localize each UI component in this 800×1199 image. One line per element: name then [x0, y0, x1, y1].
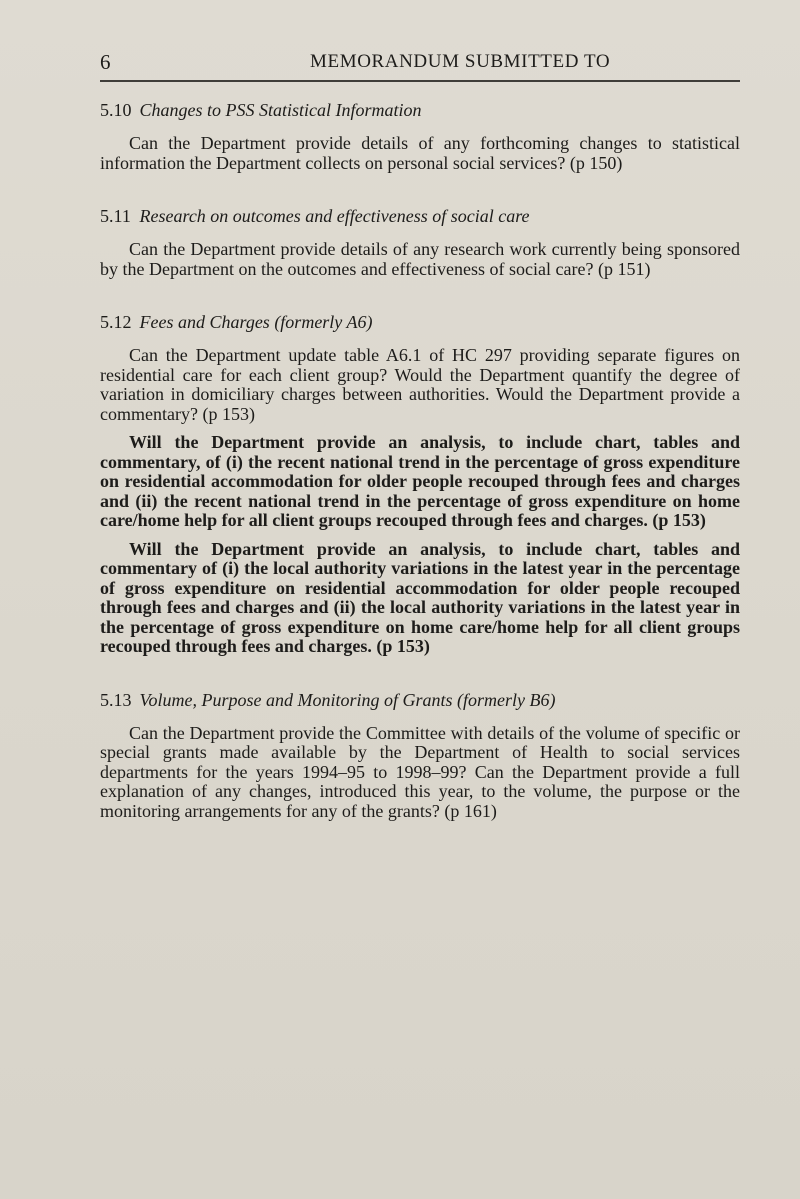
section-title: Fees and Charges (formerly A6): [139, 312, 373, 332]
paragraph: Can the Department provide details of any forthcoming changes to statistical information the Department collects on personal social services? (p 150): [100, 133, 740, 173]
section-title: Volume, Purpose and Monitoring of Grants (formerly B6): [139, 689, 556, 710]
running-title: MEMORANDUM SUBMITTED TO: [310, 51, 611, 72]
section-5-10: [100, 99, 740, 173]
section-number: 5.11: [100, 206, 131, 226]
section-title: Changes to PSS Statistical Information: [139, 100, 422, 120]
header-rule: [100, 80, 740, 82]
paragraph: Can the Department provide the Committee with details of the volume of specific or special grants made available by the Department of Health to social services departments for the years 1994–95 to 1998–99? Can the Department provide a full explanation of any changes, introduced this year, to the volume, the purpose or the monitoring arrangements for any of the grants? (p 161): [100, 722, 740, 821]
page-number: 6: [100, 50, 111, 74]
section-heading: [100, 99, 740, 121]
section-heading: [100, 689, 740, 711]
running-head: [100, 50, 740, 74]
section-number: 5.10: [100, 100, 132, 120]
section-5-11: [100, 205, 740, 279]
document-body: [100, 99, 740, 853]
section-heading: [100, 205, 740, 227]
section-number: 5.12: [100, 312, 132, 332]
section-title: Research on outcomes and effectiveness of social care: [139, 206, 530, 226]
section-5-13: [100, 689, 740, 822]
section-heading: [100, 311, 740, 333]
section-number: 5.13: [100, 689, 132, 710]
paragraph: Can the Department provide details of any research work currently being sponsored by the Department on the outcomes and effectiveness of social care? (p 151): [100, 239, 740, 279]
paragraph: Can the Department update table A6.1 of HC 297 providing separate figures on residential care for each client group? Would the Department quantify the degree of variation in domiciliary charges between authorities. Would the Department provide a commentary? (p 153): [100, 345, 740, 424]
section-5-12: [100, 311, 740, 657]
paragraph-bold: Will the Department provide an analysis, to include chart, tables and commentary, of (i) the recent national trend in the percentage of gross expenditure on residential accommodation for older people recouped through fees and charges and (ii) the recent national trend in the percentage of gross expenditure on home care/home help for all client groups recouped through fees and charges. (p 153): [100, 432, 740, 530]
paragraph-bold: Will the Department provide an analysis, to include chart, tables and commentary of (i) the local authority variations in the latest year in the percentage of gross expenditure on residential accommodation for older people recouped through fees and charges and (ii) the local authority variations in the latest year in the percentage of gross expenditure on home care/home help for all client groups recouped through fees and charges. (p 153): [100, 538, 740, 656]
